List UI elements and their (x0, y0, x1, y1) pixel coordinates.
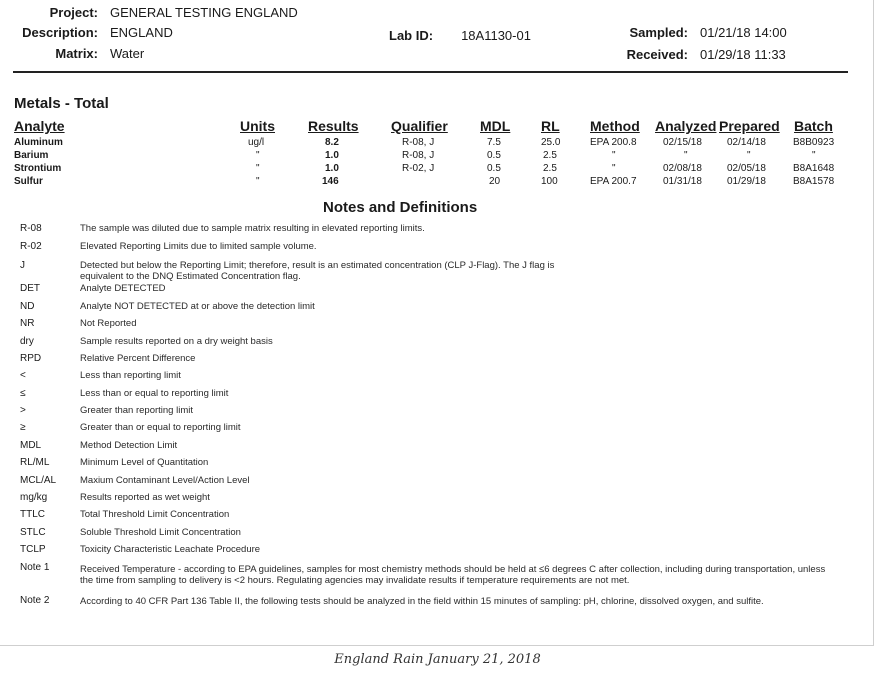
description-value: ENGLAND (110, 25, 173, 40)
description-row (14, 25, 173, 40)
cell-method: EPA 200.8 (590, 137, 637, 148)
cell-units: " (256, 150, 260, 161)
def-text: Less than or equal to reporting limit (80, 388, 229, 399)
def-code: ≤ (20, 388, 26, 399)
def-code: RL/ML (20, 457, 50, 468)
labid-value: 18A1130-01 (461, 28, 531, 43)
def-code: DET (20, 283, 40, 294)
def-code: TTLC (20, 509, 45, 520)
matrix-label: Matrix: (55, 46, 98, 61)
description-label: Description: (22, 25, 98, 40)
cell-prepared: 02/05/18 (727, 163, 766, 174)
cell-qualifier: R-08, J (402, 137, 435, 148)
def-code: TCLP (20, 544, 46, 555)
labid-row (389, 28, 531, 43)
col-header-mdl: MDL (480, 118, 511, 134)
def-code: Note 1 (20, 562, 50, 573)
def-text: Total Threshold Limit Concentration (80, 509, 230, 520)
cell-rl: 2.5 (543, 163, 557, 174)
section-title-metals: Metals - Total (14, 95, 109, 112)
project-value: GENERAL TESTING ENGLAND (110, 5, 298, 20)
def-code: NR (20, 318, 35, 329)
col-header-units: Units (240, 118, 275, 134)
def-text: Toxicity Characteristic Leachate Procedure (80, 544, 261, 555)
cell-mdl: 0.5 (487, 163, 501, 174)
col-header-qualifier: Qualifier (391, 118, 448, 134)
def-text: Soluble Threshold Limit Concentration (80, 527, 241, 538)
def-code: STLC (20, 527, 46, 538)
def-text: Greater than or equal to reporting limit (80, 422, 241, 433)
received-value: 01/29/18 11:33 (700, 47, 786, 62)
cell-result: 1.0 (325, 163, 339, 174)
def-code: mg/kg (20, 492, 48, 503)
def-code: MCL/AL (20, 475, 57, 486)
def-code: R-02 (20, 241, 42, 252)
cell-analyzed: 02/15/18 (663, 137, 702, 148)
cell-qualifier: R-08, J (402, 150, 435, 161)
def-code: ND (20, 301, 35, 312)
cell-result: 8.2 (325, 137, 339, 148)
cell-units: " (256, 176, 260, 187)
def-code: Note 2 (20, 595, 50, 606)
cell-mdl: 0.5 (487, 150, 501, 161)
col-header-results: Results (308, 118, 359, 134)
cell-result: 146 (322, 176, 339, 187)
labid-label: Lab ID: (389, 28, 434, 43)
cell-analyte: Barium (14, 150, 49, 161)
sampled-value: 01/21/18 14:00 (700, 25, 787, 40)
def-text: Results reported as wet weight (80, 492, 210, 503)
image-caption: England Rain January 21, 2018 (334, 652, 541, 667)
def-text: Not Reported (80, 318, 137, 329)
def-text: Maxium Contaminant Level/Action Level (80, 475, 250, 486)
cell-analyzed: 01/31/18 (663, 176, 702, 187)
def-code: < (20, 370, 26, 381)
def-code: > (20, 405, 26, 416)
col-header-analyte: Analyte (14, 118, 65, 134)
notes-title: Notes and Definitions (323, 199, 478, 216)
def-text: Sample results reported on a dry weight basis (80, 336, 273, 347)
cell-batch: B8B0923 (793, 137, 835, 148)
received-row (604, 47, 786, 62)
cell-result: 1.0 (325, 150, 339, 161)
col-header-method: Method (590, 118, 640, 134)
cell-method: " (612, 150, 616, 161)
cell-analyte: Strontium (14, 163, 62, 174)
def-text: Elevated Reporting Limits due to limited sample volume. (80, 241, 317, 252)
def-code: J (20, 260, 25, 271)
def-text: Method Detection Limit (80, 440, 178, 451)
def-text: Greater than reporting limit (80, 405, 193, 416)
matrix-row (14, 46, 144, 61)
project-row (14, 5, 298, 20)
col-header-batch: Batch (794, 118, 833, 134)
def-code: MDL (20, 440, 42, 451)
def-text: The sample was diluted due to sample matrix resulting in elevated reporting limits. (80, 223, 425, 234)
cell-mdl: 7.5 (487, 137, 501, 148)
def-text: Less than reporting limit (80, 370, 181, 381)
def-text: Relative Percent Difference (80, 353, 196, 364)
cell-rl: 2.5 (543, 150, 557, 161)
col-header-prepared: Prepared (719, 118, 780, 134)
cell-units: ug/l (248, 137, 265, 148)
def-code: R-08 (20, 223, 42, 234)
cell-analyte: Sulfur (14, 176, 43, 187)
cell-rl: 100 (541, 176, 558, 187)
cell-analyte: Aluminum (14, 137, 63, 148)
col-header-rl: RL (541, 118, 560, 134)
def-text: Detected but below the Reporting Limit; therefore, result is an estimated concentration (CLP J-Flag). The J flag is equivalent to the DNQ Estimated Concentration flag. (80, 260, 555, 282)
def-code: RPD (20, 353, 42, 364)
cell-rl: 25.0 (541, 137, 561, 148)
cell-analyzed: 02/08/18 (663, 163, 702, 174)
def-text: Analyte DETECTED (80, 283, 166, 294)
def-text: According to 40 CFR Part 136 Table II, the following tests should be analyzed in the field within 15 minutes of sampling: pH, chlorine, dissolved oxygen, and sulfite. (80, 596, 764, 607)
cell-batch: B8A1648 (793, 163, 835, 174)
cell-batch: B8A1578 (793, 176, 835, 187)
col-header-analyzed: Analyzed (655, 118, 717, 134)
def-code: ≥ (20, 422, 26, 433)
cell-qualifier: R-02, J (402, 163, 435, 174)
cell-method: " (612, 163, 616, 174)
project-label: Project: (49, 5, 98, 20)
cell-units: " (256, 163, 260, 174)
sampled-row (604, 25, 787, 40)
cell-analyzed: " (684, 150, 688, 161)
cell-mdl: 20 (489, 176, 501, 187)
def-text: Received Temperature - according to EPA guidelines, samples for most chemistry methods should be held at ≤6 degrees C after collection, including during transportation, unless the time from sampling to delivery is <2 hours. Regulating agencies may invalidate results if temperature requirements are not met. (80, 564, 826, 586)
def-text: Analyte NOT DETECTED at or above the detection limit (80, 301, 315, 312)
sampled-label: Sampled: (629, 25, 688, 40)
matrix-value: Water (110, 46, 145, 61)
cell-prepared: 02/14/18 (727, 137, 766, 148)
cell-prepared: 01/29/18 (727, 176, 766, 187)
cell-batch: " (812, 150, 816, 161)
cell-method: EPA 200.7 (590, 176, 637, 187)
def-text: Minimum Level of Quantitation (80, 457, 209, 468)
def-code: dry (20, 336, 34, 347)
header-divider (13, 71, 848, 73)
received-label: Received: (626, 47, 688, 62)
cell-prepared: " (747, 150, 751, 161)
